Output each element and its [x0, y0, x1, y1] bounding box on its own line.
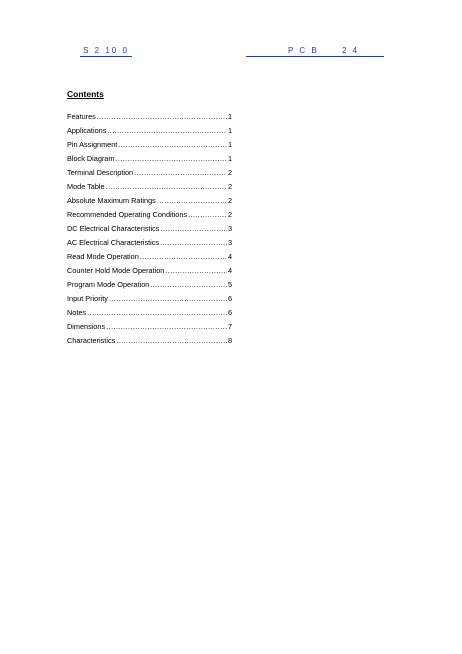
toc-entry — [67, 154, 232, 168]
toc-entry — [67, 238, 232, 252]
toc-entry-label: Dimensions — [67, 322, 106, 331]
toc-entry-label: Input Priority — [67, 294, 108, 303]
toc-entry — [67, 322, 232, 336]
toc-entry — [67, 196, 232, 210]
toc-dot-leader — [118, 140, 227, 149]
toc-entry-label: Notes — [67, 308, 87, 317]
toc-dot-leader — [160, 224, 226, 233]
toc-entry-page: 8 — [227, 336, 232, 345]
toc-entry — [67, 210, 232, 224]
toc-entry-label: Terminal Description — [67, 168, 134, 177]
contents-title: Contents — [67, 89, 104, 99]
toc-entry-page: 2 — [227, 196, 232, 205]
toc-dot-leader — [106, 182, 227, 191]
header-pcb-label: P C B — [288, 46, 319, 55]
table-of-contents — [67, 112, 232, 350]
toc-entry-page: 1 — [227, 112, 232, 121]
header-right — [246, 46, 384, 57]
toc-dot-leader — [97, 112, 227, 121]
toc-entry — [67, 168, 232, 182]
toc-entry — [67, 112, 232, 126]
toc-entry-label: Features — [67, 112, 96, 121]
toc-entry-label: AC Electrical Characteristics — [67, 238, 160, 247]
toc-entry-label: Counter Hold Mode Operation — [67, 266, 165, 275]
toc-dot-leader — [140, 252, 227, 261]
toc-entry-label: Program Mode Operation — [67, 280, 150, 289]
toc-entry-page: 6 — [227, 294, 232, 303]
toc-entry — [67, 224, 232, 238]
toc-entry — [67, 182, 232, 196]
toc-entry-page: 2 — [227, 168, 232, 177]
toc-entry — [67, 266, 232, 280]
toc-entry — [67, 280, 232, 294]
toc-dot-leader — [109, 294, 227, 303]
toc-entry-label: Recommended Operating Conditions — [67, 210, 188, 219]
toc-dot-leader — [165, 266, 227, 275]
toc-entry-page: 2 — [227, 210, 232, 219]
toc-entry-label: Absolute Maximum Ratings — [67, 196, 156, 205]
toc-entry-label: Mode Table — [67, 182, 105, 191]
toc-entry — [67, 308, 232, 322]
toc-entry-page: 2 — [227, 182, 232, 191]
toc-dot-leader — [160, 238, 227, 247]
toc-entry-page: 5 — [227, 280, 232, 289]
toc-entry-label: Read Mode Operation — [67, 252, 139, 261]
toc-entry — [67, 140, 232, 154]
toc-dot-leader — [134, 168, 227, 177]
toc-entry-page: 6 — [227, 308, 232, 317]
toc-dot-leader — [107, 126, 227, 135]
toc-entry-page: 1 — [227, 140, 232, 149]
toc-entry-page: 7 — [227, 322, 232, 331]
toc-entry-page: 3 — [227, 238, 232, 247]
toc-entry-page: 4 — [227, 252, 232, 261]
toc-entry-page: 4 — [227, 266, 232, 275]
toc-entry-label: DC Electrical Characteristics — [67, 224, 160, 233]
toc-entry-label: Characteristics — [67, 336, 116, 345]
toc-entry — [67, 294, 232, 308]
toc-entry-label: Block Diagram — [67, 154, 115, 163]
toc-entry-page: 3 — [227, 224, 232, 233]
toc-entry — [67, 126, 232, 140]
header-part-number: S 2 10 0 — [80, 46, 132, 57]
toc-entry-page: 1 — [227, 126, 232, 135]
toc-entry — [67, 252, 232, 266]
toc-dot-leader — [157, 196, 227, 205]
toc-entry-label: Pin Assignment — [67, 140, 118, 149]
toc-dot-leader — [116, 336, 227, 345]
header-pcb-number: 2 4 — [342, 46, 360, 55]
toc-dot-leader — [87, 308, 227, 317]
toc-dot-leader — [106, 322, 227, 331]
toc-dot-leader — [150, 280, 227, 289]
toc-dot-leader — [188, 210, 227, 219]
toc-dot-leader — [115, 154, 226, 163]
toc-entry — [67, 336, 232, 350]
toc-entry-page: 1 — [227, 154, 232, 163]
toc-entry-label: Applications — [67, 126, 107, 135]
